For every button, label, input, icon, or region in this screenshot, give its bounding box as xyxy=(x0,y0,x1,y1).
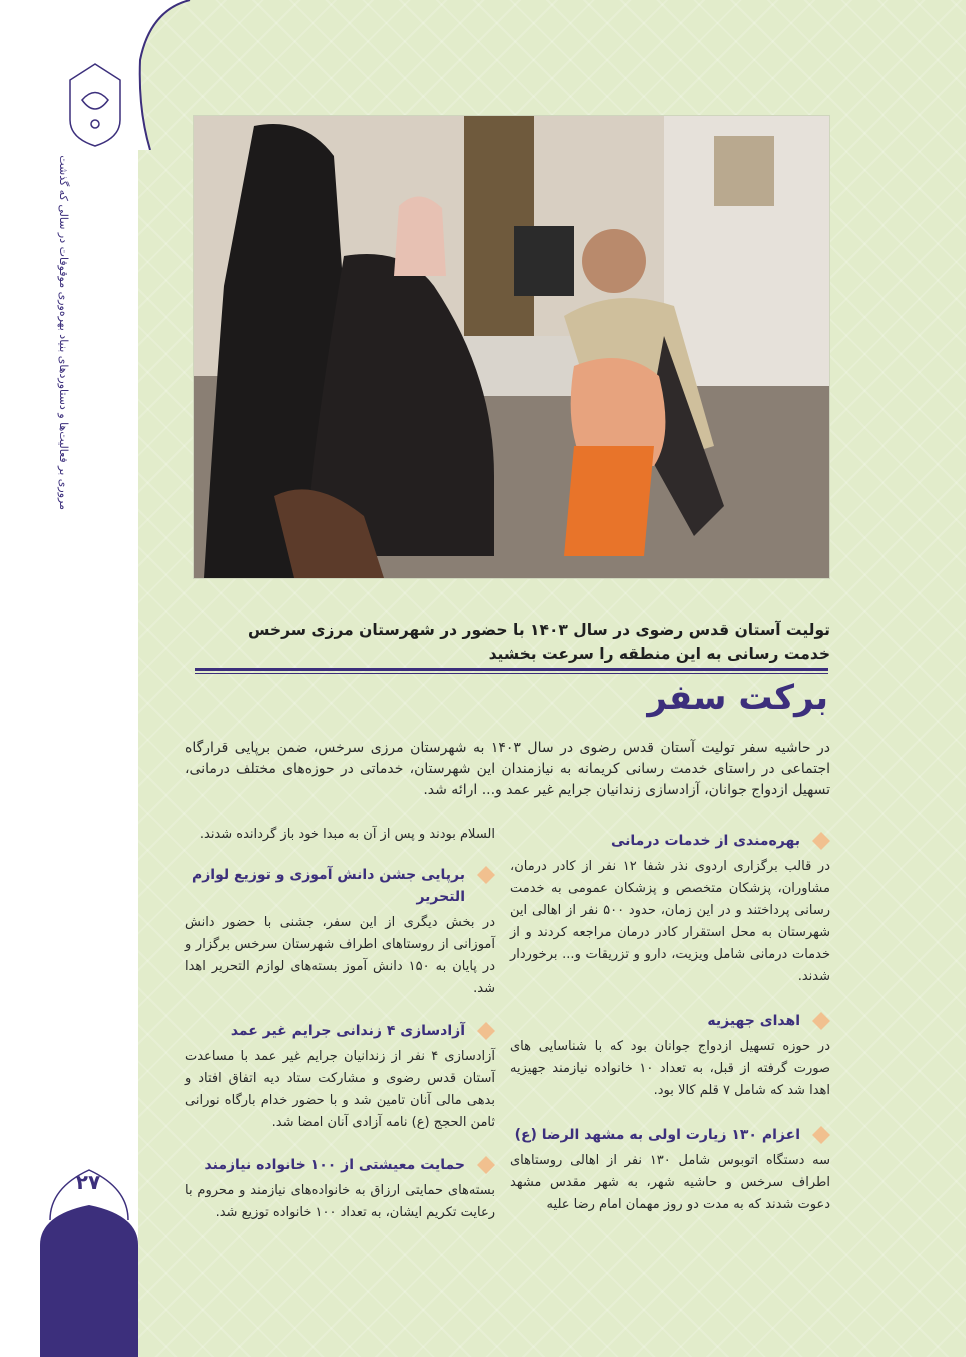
bullet-icon xyxy=(812,832,830,850)
photo-caption: تولیت آستان قدس رضوی در سال ۱۴۰۳ با حضور در شهرستان مرزی سرخس خدمت رسانی به این منطقه را سرعت بخشید xyxy=(247,621,830,663)
section-heading: برپایی جشن دانش آموزی و توزیع لوازم التحریر xyxy=(191,867,465,905)
section-livelihood xyxy=(185,1154,495,1224)
section-heading: حمایت معیشتی از ۱۰۰ خانواده نیازمند xyxy=(204,1157,465,1173)
section-body: آزادسازی ۴ نفر از زندانیان جرایم غیر عمد با مساعدت آستان قدس رضوی و مشارکت ستاد دیه اتفاق افتاد و بدهی مالی آنان تامین شد و با حضور خدام بارگاه نورانی ثامن الحجج (ع) نامه آزادی آنان امضا شد. xyxy=(185,1049,495,1130)
section-heading: بهره‌مندی از خدمات درمانی xyxy=(610,833,800,849)
right-column xyxy=(510,830,830,1236)
divider-thin xyxy=(195,673,828,674)
bullet-icon xyxy=(477,866,495,884)
photo-illustration xyxy=(194,116,829,578)
section-body: در بخش دیگری از این سفر، جشنی با حضور دانش آموزانی از روستاهای اطراف شهرستان سرخس برگزار و در پایان به ۱۵۰ دانش آموز بسته‌های لوازم التحریر اهدا شد. xyxy=(185,915,495,996)
article-intro: در حاشیه سفر تولیت آستان قدس رضوی در سال ۱۴۰۳ به شهرستان مرزی سرخس، ضمن برپایی قرارگاه اجتماعی در راستای خدمت رسانی کریمانه به نیازمندان این شهرستان، خدماتی در حوزه‌های مختلف درمانی، تسهیل ازدواج جوانان، آزادسازی زندانیان جرایم غیر عمد و... ارائه شد. xyxy=(185,740,831,798)
bullet-icon xyxy=(812,1012,830,1030)
photo-medical-visit xyxy=(193,115,830,579)
logo-emblem xyxy=(60,60,130,150)
section-pilgrimage xyxy=(510,1124,830,1216)
section-heading: اعزام ۱۳۰ زیارت اولی به مشهد الرضا (ع) xyxy=(514,1127,800,1143)
divider-thick xyxy=(195,668,828,671)
continued-text: السلام بودند و پس از آن به مبدا خود باز گردانده شدند. xyxy=(199,827,495,842)
page-number: ۲۷ xyxy=(75,1170,101,1194)
section-body: در حوزه تسهیل ازدواج جوانان بود که با شناسایی های صورت گرفته از قبل، به تعداد ۱۰ خانواده نیازمند جهیزیه اهدا شد که شامل ۷ قلم کالا بود. xyxy=(510,1039,830,1098)
bullet-icon xyxy=(477,1022,495,1040)
left-column xyxy=(185,824,495,1244)
section-body: بسته‌های حمایتی ارزاق به خانواده‌های نیازمند و محروم با رعایت تکریم ایشان، به تعداد ۱۰۰ خانواده توزیع شد. xyxy=(185,1183,495,1220)
bullet-icon xyxy=(477,1156,495,1174)
section-prisoners xyxy=(185,1020,495,1134)
article-title: برکت سفر xyxy=(647,678,828,718)
section-dowry xyxy=(510,1010,830,1102)
section-body: سه دستگاه اتوبوس شامل ۱۳۰ نفر از اهالی روستاهای اطراف سرخس و حاشیه شهر، به شهر مقدس مشهد دعوت شدند که به مدت دو روز مهمان امام رضا علیه xyxy=(510,1153,830,1212)
section-heading: آزادسازی ۴ زندانی جرایم غیر عمد xyxy=(230,1023,465,1039)
bullet-icon xyxy=(812,1126,830,1144)
section-body: در قالب برگزاری اردوی نذر شفا ۱۲ نفر از کادر درمان، مشاوران، پزشکان متخصص و پزشکان عمومی به خدمت رسانی پرداختند و در این زمان، حدود ۵۰۰ نفر از اهالی این شهرستان به محل استقرار کادر درمان مراجعه کردند و از خدمات درمانی شامل ویزیت، دارو و تزریقات و... برخوردار شدند. xyxy=(510,859,830,984)
section-heading: اهدای جهیزیه xyxy=(707,1013,800,1029)
side-bar xyxy=(40,1205,138,1357)
section-medical xyxy=(510,830,830,988)
side-subtitle: مروری بر فعالیت‌ها و دستاوردهای بنیاد بهره‌وری موقوفات در سالی که گذشت xyxy=(57,155,70,510)
section-students xyxy=(185,864,495,1000)
